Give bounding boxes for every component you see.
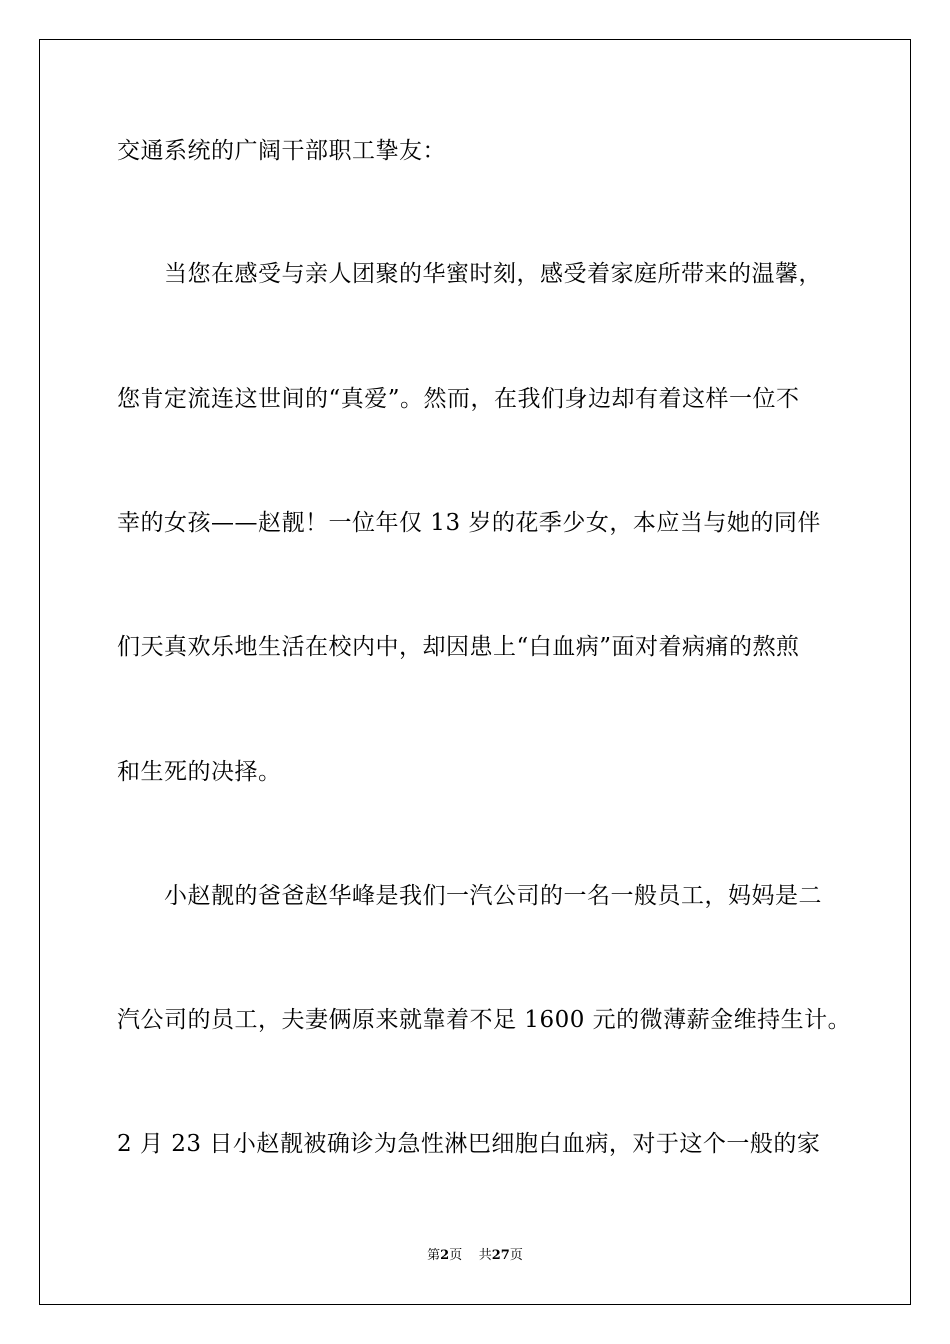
total-suffix: 页 <box>509 1248 523 1263</box>
page-border <box>39 39 911 1305</box>
page-suffix: 页 <box>449 1248 463 1263</box>
text-line-2: 当您在感受与亲人团聚的华蜜时刻，感受着家庭所带来的温馨， <box>117 261 822 287</box>
text-line-4: 幸的女孩——赵靓！一位年仅 13 岁的花季少女，本应当与她的同伴 <box>117 510 821 536</box>
page-prefix: 第 <box>427 1248 441 1263</box>
text-line-7: 小赵靓的爸爸赵华峰是我们一汽公司的一名一般员工，妈妈是二 <box>117 883 822 909</box>
page-number: 2 <box>440 1248 450 1263</box>
text-line-3: 您肯定流连这世间的“真爱”。然而，在我们身边却有着这样一位不 <box>117 386 800 412</box>
text-line-8: 汽公司的员工，夫妻俩原来就靠着不足 1600 元的微薄薪金维持生计。 <box>117 1007 852 1033</box>
total-pages: 27 <box>491 1248 510 1263</box>
text-line-5: 们天真欢乐地生活在校内中，却因患上“白血病”面对着病痛的熬煎 <box>117 634 800 660</box>
total-prefix: 共 <box>478 1248 492 1263</box>
text-line-1: 交通系统的广阔干部职工挚友： <box>117 138 446 164</box>
page-footer <box>0 1247 950 1265</box>
text-line-6: 和生死的决择。 <box>117 759 282 785</box>
text-line-9: 2 月 23 日小赵靓被确诊为急性淋巴细胞白血病，对于这个一般的家 <box>117 1131 821 1157</box>
